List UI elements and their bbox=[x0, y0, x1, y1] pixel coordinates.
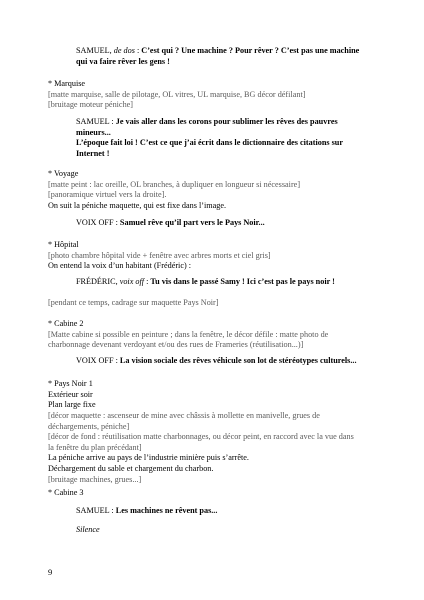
scene-title: * Cabine 2 bbox=[48, 319, 84, 328]
action-line: Déchargement du sable et chargement du charbon. bbox=[48, 463, 214, 473]
speaker-name: SAMUEL bbox=[76, 506, 110, 515]
scene-title: * Hôpital bbox=[48, 240, 79, 249]
scene-title: * Marquise bbox=[48, 79, 86, 88]
stage-note: [bruitage machines, grues...] bbox=[48, 474, 142, 484]
dialogue-voix-off-1 bbox=[76, 218, 376, 229]
dialogue-line: La vision sociale des rêves véhicule son lot de stéréotypes culturels... bbox=[119, 356, 357, 365]
separator: : bbox=[134, 46, 142, 55]
action-line: Extérieur soir bbox=[48, 389, 93, 399]
speaker-name: VOIX OFF bbox=[76, 218, 114, 227]
scene-cabine-3 bbox=[48, 488, 388, 499]
stage-note: [photo chambre hôpital vide + fenêtre avec arbres morts et ciel gris] bbox=[48, 250, 271, 260]
dialogue-samuel-1 bbox=[76, 46, 376, 67]
stage-note: [matte marquise, salle de pilotage, OL vitres, UL marquise, BG décor défilant] bbox=[48, 89, 306, 99]
stage-note: [matte peint : lac oreille, OL branches, à dupliquer en longueur si nécessaire] bbox=[48, 179, 301, 189]
dialogue-voix-off-2 bbox=[76, 356, 376, 367]
action-line: On suit la péniche maquette, qui est fixe dans l’image. bbox=[48, 200, 227, 210]
dialogue-line: L’époque fait loi ! C’est ce que j’ai écrit dans le dictionnaire des citations sur bbox=[76, 138, 343, 148]
direction-silence bbox=[76, 525, 376, 536]
stage-note: charbonnage devenant verdoyant et/ou des rues de Frameries (réutilisation...)] bbox=[48, 340, 304, 350]
dialogue-frederic bbox=[76, 277, 376, 288]
separator: : bbox=[113, 356, 120, 365]
dialogue-line: Les machines ne rêvent pas... bbox=[115, 506, 218, 515]
separator: : bbox=[109, 117, 116, 126]
stage-note: [bruitage moteur péniche] bbox=[48, 100, 134, 110]
dialogue-line: C’est qui ? Une machine ? Pour rêver ? C’est pas une machine bbox=[141, 46, 360, 55]
stage-note: [Matte cabine si possible en peinture ; dans la fenêtre, le décor défile : matte photo de bbox=[48, 329, 329, 339]
separator: : bbox=[109, 506, 116, 515]
stage-note: [décor de fond : réutilisation matte charbonnages, ou décor peint, en raccord avec la vue dans bbox=[48, 432, 354, 442]
scene-marquise bbox=[48, 79, 388, 111]
dialogue-line: Samuel rêve qu’il part vers le Pays Noir... bbox=[119, 218, 265, 227]
scene-title: * Cabine 3 bbox=[48, 488, 84, 497]
stage-note: [pendant ce temps, cadrage sur maquette Pays Noir] bbox=[48, 298, 219, 307]
speaker-name: VOIX OFF bbox=[76, 356, 114, 365]
action-line: La péniche arrive au pays de l’industrie minière puis s’arrête. bbox=[48, 453, 249, 463]
speaker-name: FRÉDÉRIC, bbox=[76, 277, 118, 286]
stage-note: [panoramique virtuel vers la droite]. bbox=[48, 190, 167, 200]
dialogue-line: Internet ! bbox=[76, 148, 110, 158]
scene-hopital bbox=[48, 240, 388, 272]
stage-note: [décor maquette : ascenseur de mine avec châssis à mollette en manivelle, grues de bbox=[48, 411, 320, 420]
dialogue-line: mineurs... bbox=[76, 127, 111, 137]
scene-cabine-2 bbox=[48, 319, 388, 351]
scene-title: * Pays Noir 1 bbox=[48, 379, 93, 388]
speaker-modifier: voix off bbox=[117, 277, 145, 286]
stage-note-block bbox=[48, 298, 388, 309]
scene-pays-noir-1 bbox=[48, 379, 388, 411]
page-number: 9 bbox=[48, 567, 53, 577]
dialogue-line: Tu vis dans le passé Samy ! Ici c’est pas le pays noir ! bbox=[150, 277, 335, 286]
scene-voyage bbox=[48, 169, 388, 211]
separator: : bbox=[113, 218, 120, 227]
stage-note: déchargements, péniche] bbox=[48, 421, 130, 431]
speaker-name: SAMUEL, bbox=[76, 46, 112, 55]
scene-pays-noir-details bbox=[48, 411, 388, 485]
action-line: Plan large fixe bbox=[48, 400, 96, 410]
speaker-modifier: de dos bbox=[111, 46, 135, 55]
dialogue-line: qui va faire rêver les gens ! bbox=[76, 56, 170, 66]
stage-note: la fenêtre du plan précédant] bbox=[48, 442, 142, 452]
separator: : bbox=[144, 277, 151, 286]
speaker-name: SAMUEL bbox=[76, 117, 110, 126]
dialogue-line: Je vais aller dans les corons pour sublimer les rêves des pauvres bbox=[115, 117, 338, 126]
dialogue-samuel-2 bbox=[76, 117, 376, 159]
stage-direction: Silence bbox=[76, 525, 100, 534]
action-line: On entend la voix d’un habitant (Frédéric) : bbox=[48, 261, 192, 271]
scene-title: * Voyage bbox=[48, 169, 79, 178]
dialogue-samuel-3 bbox=[76, 506, 376, 517]
